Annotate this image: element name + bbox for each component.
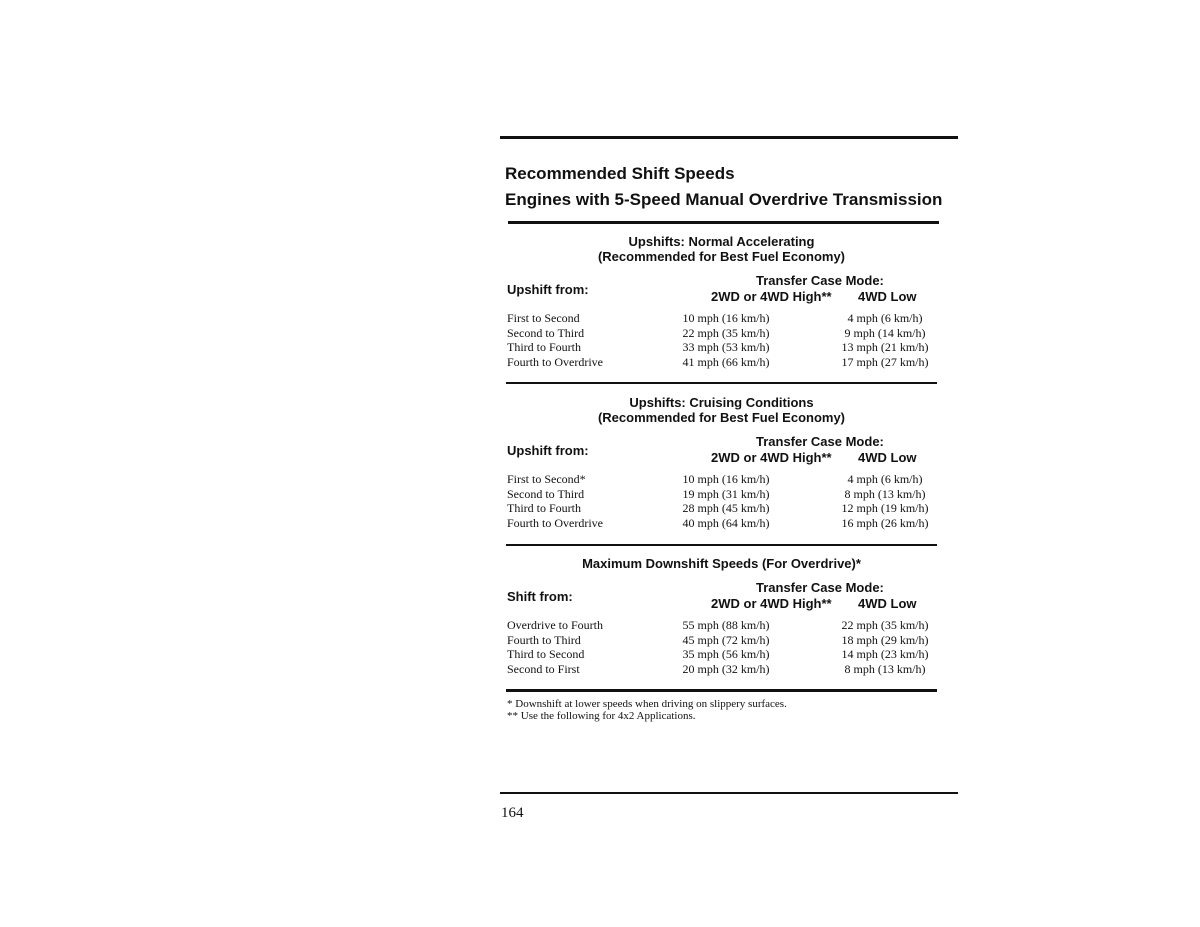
title-rule [508, 221, 939, 224]
shift-from-cell: Second to Third [507, 325, 585, 340]
from-column-header: Shift from: [507, 589, 573, 604]
page-title: Recommended Shift Speeds [505, 164, 735, 183]
section-divider [506, 544, 937, 546]
speed-2wd-cell: 22 mph (35 km/h) [682, 325, 770, 340]
section-title: Upshifts: Cruising Conditions [629, 395, 814, 410]
speed-4wd-low-cell: 14 mph (23 km/h) [841, 647, 929, 662]
page-subtitle: Engines with 5-Speed Manual Overdrive Transmission [505, 190, 943, 209]
shift-from-cell: Fourth to Third [507, 632, 581, 647]
speed-4wd-low-cell: 22 mph (35 km/h) [841, 618, 929, 632]
speed-4wd-low-cell: 8 mph (13 km/h) [844, 486, 926, 501]
column-header-4wd-low: 4WD Low [858, 450, 917, 465]
speed-4wd-low-cell: 4 mph (6 km/h) [847, 311, 923, 325]
speed-4wd-low-cell: 13 mph (21 km/h) [841, 340, 929, 355]
shift-from-cell: Fourth to Overdrive [507, 516, 603, 531]
speed-2wd-cell: 28 mph (45 km/h) [682, 501, 770, 516]
footnote-4x2-applications: ** Use the following for 4x2 Applications. [507, 710, 696, 722]
speed-2wd-cell: 41 mph (66 km/h) [682, 355, 770, 370]
section-title-note: (Recommended for Best Fuel Economy) [597, 410, 846, 425]
table-row [506, 326, 937, 341]
speed-2wd-cell: 55 mph (88 km/h) [682, 618, 770, 632]
column-header-2wd-4wd-high: 2WD or 4WD High** [711, 596, 832, 611]
table-row [506, 633, 937, 648]
section-title: Upshifts: Normal Accelerating [628, 234, 815, 249]
shift-from-cell: Second to First [507, 662, 580, 677]
table-row [506, 472, 937, 487]
speed-4wd-low-cell: 16 mph (26 km/h) [841, 516, 929, 531]
transfer-case-mode-header: Transfer Case Mode: [756, 273, 884, 288]
shift-from-cell: Third to Fourth [507, 501, 581, 516]
speed-4wd-low-cell: 18 mph (29 km/h) [841, 632, 929, 647]
section-title-note: (Recommended for Best Fuel Economy) [597, 249, 846, 264]
table-row [506, 662, 937, 677]
table-row [506, 516, 937, 531]
shift-from-cell: Third to Second [507, 647, 585, 662]
speed-2wd-cell: 19 mph (31 km/h) [682, 486, 770, 501]
table-body [506, 472, 937, 531]
speed-2wd-cell: 10 mph (16 km/h) [682, 472, 770, 486]
column-header-4wd-low: 4WD Low [858, 289, 917, 304]
footnotes [507, 698, 787, 722]
column-header-2wd-4wd-high: 2WD or 4WD High** [711, 289, 832, 304]
transfer-case-mode-header: Transfer Case Mode: [756, 434, 884, 449]
top-rule [500, 136, 958, 139]
bottom-rule [500, 792, 958, 794]
section-normal-accelerating [506, 234, 937, 370]
section-maximum-downshift [506, 556, 937, 677]
shift-from-cell: Fourth to Overdrive [507, 355, 603, 370]
table-row [506, 501, 937, 516]
table-row [506, 618, 937, 633]
speed-4wd-low-cell: 9 mph (14 km/h) [844, 325, 926, 340]
table-body [506, 311, 937, 370]
table-row [506, 647, 937, 662]
speed-2wd-cell: 35 mph (56 km/h) [682, 647, 770, 662]
shift-from-cell: Third to Fourth [507, 340, 581, 355]
table-header [506, 580, 937, 614]
speed-2wd-cell: 45 mph (72 km/h) [682, 632, 770, 647]
shift-from-cell: First to Second [507, 311, 580, 325]
shift-from-cell: First to Second* [507, 472, 586, 486]
speed-4wd-low-cell: 4 mph (6 km/h) [847, 472, 923, 486]
from-column-header: Upshift from: [507, 443, 589, 458]
section-divider [506, 382, 937, 384]
shift-from-cell: Second to Third [507, 486, 585, 501]
column-header-4wd-low: 4WD Low [858, 596, 917, 611]
table-header [506, 434, 937, 468]
speed-2wd-cell: 20 mph (32 km/h) [682, 662, 770, 677]
speed-4wd-low-cell: 12 mph (19 km/h) [841, 501, 929, 516]
footnote-slippery-surfaces: * Downshift at lower speeds when driving on slippery surfaces. [507, 698, 787, 710]
table-body [506, 618, 937, 677]
table-row [506, 340, 937, 355]
speed-2wd-cell: 10 mph (16 km/h) [682, 311, 770, 325]
column-header-2wd-4wd-high: 2WD or 4WD High** [711, 450, 832, 465]
speed-4wd-low-cell: 17 mph (27 km/h) [841, 355, 929, 370]
speed-2wd-cell: 40 mph (64 km/h) [682, 516, 770, 531]
section-divider [506, 689, 937, 692]
section-cruising-conditions [506, 395, 937, 531]
section-title: Maximum Downshift Speeds (For Overdrive)* [582, 556, 861, 571]
from-column-header: Upshift from: [507, 282, 589, 297]
speed-4wd-low-cell: 8 mph (13 km/h) [844, 662, 926, 677]
shift-from-cell: Overdrive to Fourth [507, 618, 603, 632]
table-row [506, 355, 937, 370]
transfer-case-mode-header: Transfer Case Mode: [756, 580, 884, 595]
page-number: 164 [501, 805, 524, 821]
table-row [506, 487, 937, 502]
speed-2wd-cell: 33 mph (53 km/h) [682, 340, 770, 355]
table-row [506, 311, 937, 326]
table-header [506, 273, 937, 307]
